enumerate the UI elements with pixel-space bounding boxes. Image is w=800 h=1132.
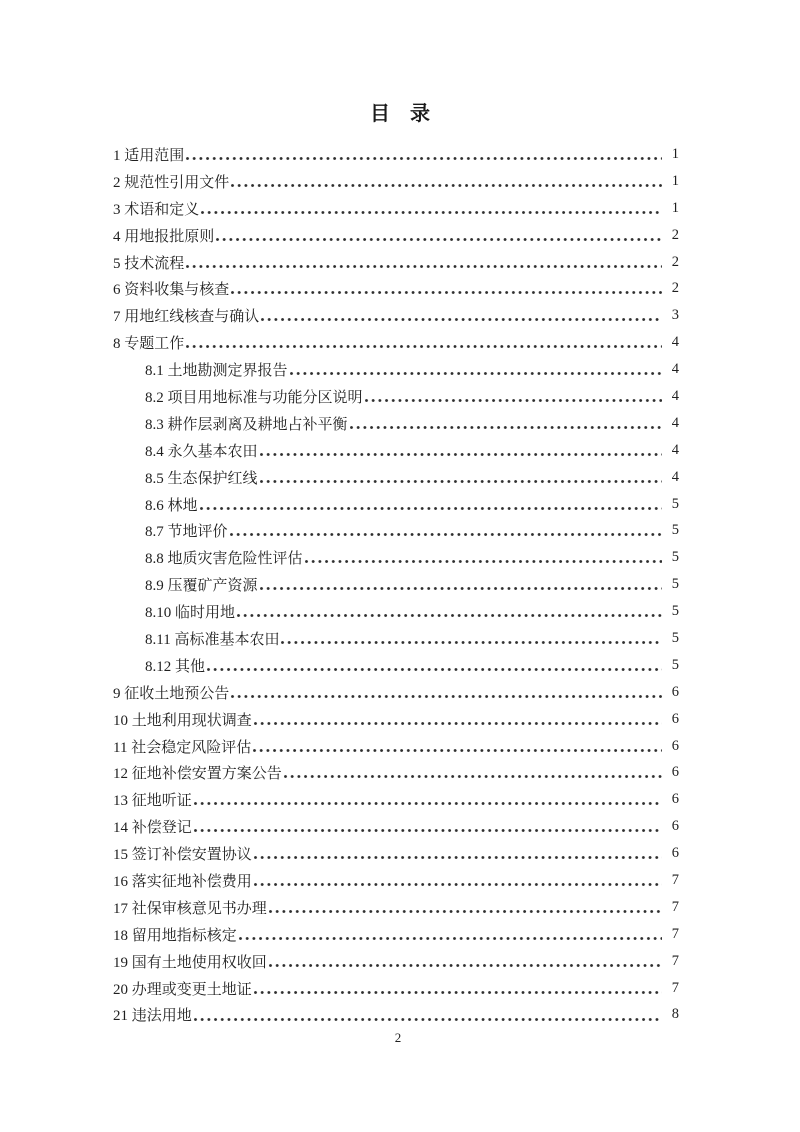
dot-leader	[200, 491, 662, 518]
toc-entry-page: 2	[671, 280, 679, 297]
toc-entry[interactable]	[113, 302, 679, 329]
toc-entry[interactable]	[113, 464, 679, 491]
toc-entry-page: 4	[671, 414, 679, 431]
dot-leader	[201, 195, 662, 222]
toc-entry[interactable]	[113, 491, 679, 518]
toc-entry-page: 2	[671, 226, 679, 243]
dot-leader	[237, 598, 662, 625]
toc-entry-label: 10 土地利用现状调查	[113, 712, 252, 729]
dot-leader	[261, 302, 662, 329]
toc-entry-page: 6	[671, 710, 679, 727]
dot-leader	[281, 625, 662, 652]
toc-entry-label: 8.7 节地评价	[145, 524, 228, 541]
toc-list	[0, 141, 800, 1028]
toc-entry[interactable]	[113, 517, 679, 544]
toc-entry[interactable]	[113, 759, 679, 786]
toc-entry-label: 19 国有土地使用权收回	[113, 954, 267, 971]
toc-entry-label: 5 技术流程	[113, 255, 185, 272]
toc-entry-label: 8.9 压覆矿产资源	[145, 578, 258, 595]
toc-entry-page: 7	[671, 898, 679, 915]
dot-leader	[269, 948, 662, 975]
dot-leader	[207, 652, 662, 679]
toc-entry-page: 6	[671, 737, 679, 754]
toc-entry-page: 5	[671, 549, 679, 566]
toc-entry-page: 6	[671, 845, 679, 862]
toc-entry-label: 8.4 永久基本农田	[145, 443, 258, 460]
toc-title: 目 录	[370, 103, 430, 125]
toc-entry[interactable]	[113, 948, 679, 975]
toc-entry-label: 8.10 临时用地	[145, 605, 236, 622]
dot-leader	[350, 410, 662, 437]
toc-entry-page: 7	[671, 925, 679, 942]
toc-entry[interactable]	[113, 867, 679, 894]
dot-leader	[186, 249, 662, 276]
toc-entry[interactable]	[113, 1002, 679, 1029]
toc-entry-page: 4	[671, 361, 679, 378]
toc-entry-page: 1	[671, 199, 679, 216]
dot-leader	[216, 222, 662, 249]
toc-entry[interactable]	[113, 544, 679, 571]
toc-entry-page: 6	[671, 818, 679, 835]
dot-leader	[239, 921, 662, 948]
toc-entry-page: 5	[671, 656, 679, 673]
toc-entry[interactable]	[113, 168, 679, 195]
dot-leader	[231, 168, 662, 195]
toc-entry-label: 15 签订补偿安置协议	[113, 847, 252, 864]
toc-entry-page: 4	[671, 334, 679, 351]
toc-entry[interactable]	[113, 356, 679, 383]
toc-entry[interactable]	[113, 894, 679, 921]
toc-entry-page: 4	[671, 441, 679, 458]
toc-entry-label: 12 征地补偿安置方案公告	[113, 766, 282, 783]
dot-leader	[254, 975, 662, 1002]
dot-leader	[231, 275, 662, 302]
toc-entry-page: 6	[671, 683, 679, 700]
toc-entry[interactable]	[113, 571, 679, 598]
dot-leader	[260, 571, 662, 598]
toc-entry-label: 1 适用范围	[113, 147, 185, 164]
toc-entry[interactable]	[113, 679, 679, 706]
toc-entry-page: 8	[671, 1006, 679, 1023]
toc-entry[interactable]	[113, 706, 679, 733]
toc-entry-label: 6 资料收集与核查	[113, 282, 230, 299]
toc-entry[interactable]	[113, 249, 679, 276]
dot-leader	[186, 329, 662, 356]
toc-entry[interactable]	[113, 222, 679, 249]
toc-entry-label: 16 落实征地补偿费用	[113, 873, 252, 890]
toc-entry-label: 2 规范性引用文件	[113, 174, 230, 191]
toc-entry[interactable]	[113, 141, 679, 168]
toc-entry-page: 7	[671, 952, 679, 969]
toc-entry[interactable]	[113, 625, 679, 652]
toc-entry-page: 7	[671, 979, 679, 996]
dot-leader	[194, 1002, 662, 1029]
toc-entry-label: 8.11 高标准基本农田	[145, 631, 280, 648]
toc-entry-label: 18 留用地指标核定	[113, 927, 237, 944]
toc-entry-label: 14 补偿登记	[113, 820, 192, 837]
toc-entry-label: 8.1 土地勘测定界报告	[145, 363, 288, 380]
footer-page-number: 2	[394, 1030, 402, 1045]
dot-leader	[284, 759, 662, 786]
toc-entry[interactable]	[113, 652, 679, 679]
toc-entry-label: 9 征收土地预公告	[113, 685, 230, 702]
toc-entry[interactable]	[113, 921, 679, 948]
toc-entry-page: 4	[671, 387, 679, 404]
toc-entry[interactable]	[113, 383, 679, 410]
dot-leader	[194, 813, 662, 840]
toc-entry[interactable]	[113, 598, 679, 625]
toc-entry[interactable]	[113, 840, 679, 867]
toc-entry-label: 20 办理或变更土地证	[113, 981, 252, 998]
toc-entry-label: 4 用地报批原则	[113, 228, 215, 245]
toc-entry-label: 17 社保审核意见书办理	[113, 900, 267, 917]
toc-entry[interactable]	[113, 437, 679, 464]
toc-entry[interactable]	[113, 975, 679, 1002]
dot-leader	[260, 464, 662, 491]
toc-entry-label: 7 用地红线核查与确认	[113, 309, 260, 326]
toc-entry[interactable]	[113, 410, 679, 437]
dot-leader	[253, 733, 662, 760]
toc-entry-page: 5	[671, 603, 679, 620]
toc-entry[interactable]	[113, 195, 679, 222]
toc-entry-label: 3 术语和定义	[113, 201, 200, 218]
toc-entry-page: 5	[671, 495, 679, 512]
toc-entry-page: 1	[671, 145, 679, 162]
dot-leader	[194, 786, 662, 813]
dot-leader	[269, 894, 662, 921]
dot-leader	[186, 141, 662, 168]
toc-entry-page: 5	[671, 629, 679, 646]
toc-entry-label: 13 征地听证	[113, 793, 192, 810]
toc-entry-label: 8 专题工作	[113, 336, 185, 353]
dot-leader	[365, 383, 662, 410]
toc-entry-page: 1	[671, 172, 679, 189]
dot-leader	[254, 840, 662, 867]
dot-leader	[230, 517, 662, 544]
toc-entry-label: 8.3 耕作层剥离及耕地占补平衡	[145, 416, 348, 433]
toc-entry-label: 21 违法用地	[113, 1008, 192, 1025]
dot-leader	[231, 679, 662, 706]
toc-entry[interactable]	[113, 733, 679, 760]
dot-leader	[305, 544, 662, 571]
toc-entry-page: 7	[671, 871, 679, 888]
toc-entry-page: 6	[671, 764, 679, 781]
dot-leader	[254, 867, 662, 894]
toc-entry-page: 5	[671, 576, 679, 593]
dot-leader	[290, 356, 662, 383]
toc-entry-page: 3	[671, 307, 679, 324]
dot-leader	[254, 706, 662, 733]
toc-entry-label: 8.5 生态保护红线	[145, 470, 258, 487]
toc-entry-label: 11 社会稳定风险评估	[113, 739, 252, 756]
toc-entry-label: 8.2 项目用地标准与功能分区说明	[145, 389, 363, 406]
toc-entry-page: 6	[671, 791, 679, 808]
toc-entry-label: 8.12 其他	[145, 658, 206, 675]
toc-entry-label: 8.8 地质灾害危险性评估	[145, 551, 303, 568]
toc-entry-page: 5	[671, 522, 679, 539]
toc-entry[interactable]	[113, 275, 679, 302]
toc-entry-page: 2	[671, 253, 679, 270]
toc-entry[interactable]	[113, 329, 679, 356]
toc-entry[interactable]	[113, 786, 679, 813]
dot-leader	[260, 437, 662, 464]
toc-entry-page: 4	[671, 468, 679, 485]
toc-entry[interactable]	[113, 813, 679, 840]
toc-entry-label: 8.6 林地	[145, 497, 198, 514]
